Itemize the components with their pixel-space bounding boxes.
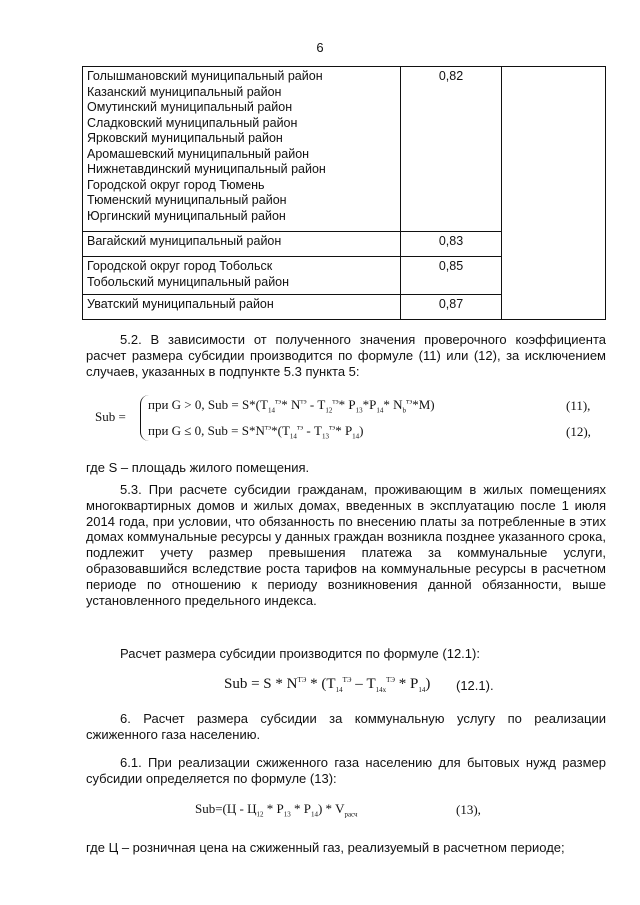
region-name: Вагайский муниципальный район	[87, 234, 282, 248]
region-name: Городской округ город Тобольск	[87, 259, 273, 273]
paragraph-5-2: 5.2. В зависимости от полученного значения проверочного коэффициента расчет размера субсидии производится по формуле (11) или (12), за исключением случаев, указанных в подпункте 5.3 пункта 5:	[86, 332, 606, 379]
formula-12-number: (12),	[566, 424, 591, 439]
paragraph-calc: Расчет размера субсидии производится по формуле (12.1):	[120, 646, 480, 661]
formula-12: при G ≤ 0, Sub = $S*N^{тэ}*(T_{14}^{тэ} - T_{13}^{тэ}*$ $P_{14}$)	[148, 423, 364, 441]
formula-13: $Sub=(Ц - Ц_{12} * P_{13} * P_{14}) * V_{расч}$	[195, 801, 358, 819]
region-names-cell	[83, 295, 401, 320]
formula-sub-lhs: Sub =	[95, 409, 126, 424]
coefficient-value: 0,85	[400, 257, 501, 295]
where-s: где S – площадь жилого помещения.	[86, 460, 310, 475]
formula-11-number: (11),	[566, 398, 591, 413]
region-names-cell	[83, 67, 401, 232]
blank-column	[502, 67, 606, 320]
formula-13-number: (13),	[456, 802, 481, 817]
region-name: Городской округ город Тюмень	[87, 177, 265, 192]
region-name: Омутинский муниципальный район	[87, 100, 293, 114]
coefficient-table	[82, 66, 606, 320]
region-name: Нижнетавдинский муниципальный район	[87, 162, 326, 176]
region-name: Голышмановский муниципальный район	[87, 69, 323, 83]
formula-12-1-number: (12.1).	[456, 678, 494, 693]
region-names-cell	[83, 257, 401, 295]
coefficient-value: 0,87	[400, 295, 501, 320]
coefficient-value: 0,83	[400, 232, 501, 257]
region-name: Аромашевский муниципальный район	[87, 146, 310, 161]
coefficient-value: 0,82	[400, 67, 501, 232]
region-name: Юргинский муниципальный район	[87, 208, 286, 223]
paragraph-5-3: 5.3. При расчете субсидии гражданам, проживающим в жилых помещениях многоквартирных домов и жилых домах, введенных в эксплуатацию после 1 июля 2014 года, при условии, что обязанность по внесению платы за потребленные в этих домах коммунальные ресурсы у данных граждан возникла позднее указанного срока, подлежит учету размер превышения платежа за коммунальные услуги, образовавшийся вследствие роста тарифов на коммунальные ресурсы в расчетном периоде по отношению к периоду возникновения данной обязанности, выше установленного предельного индекса.	[86, 482, 606, 608]
formula-11: при G > 0, Sub = $S*(T_{14}^{тэ}*$ $N^{тэ} - T_{12}^{тэ}*$ $P_{13}*P_{14}*$ $N_b^{тэ}*M$)	[148, 397, 435, 415]
region-name: Тюменский муниципальный район	[87, 193, 287, 207]
region-name: Сладковский муниципальный район	[87, 115, 298, 130]
where-c: где Ц – розничная цена на сжиженный газ, реализуемый в расчетном периоде;	[86, 840, 565, 855]
paragraph-6-1: 6.1. При реализации сжиженного газа населению для бытовых нужд размер субсидии определяется по формуле (13):	[86, 755, 606, 786]
region-name: Казанский муниципальный район	[87, 84, 282, 99]
formula-12-1: Sub = S * $N^{ТЭ} * (T_{14}^{ТЭ} - T_{14x}^{ТЭ} * P_{14})$	[224, 676, 431, 694]
page-number: 6	[316, 40, 324, 55]
paragraph-6: 6. Расчет размера субсидии за коммунальную услугу по реализации сжиженного газа населению.	[86, 711, 606, 742]
region-name: Ярковский муниципальный район	[87, 131, 283, 145]
region-name: Тобольский муниципальный район	[87, 274, 290, 289]
region-name: Уватский муниципальный район	[87, 297, 274, 311]
region-names-cell	[83, 232, 401, 257]
table-row	[83, 67, 606, 232]
